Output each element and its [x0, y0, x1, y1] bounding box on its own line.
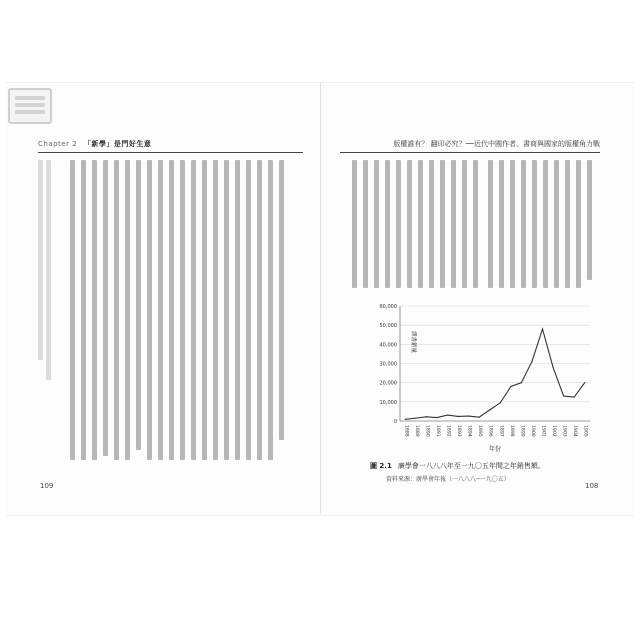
text-column	[268, 160, 273, 460]
text-column	[70, 160, 75, 460]
data-point	[489, 409, 490, 410]
y-tick-label: 50,000	[379, 323, 397, 330]
text-column	[576, 160, 581, 288]
stamp-icon	[8, 88, 52, 124]
x-tick-label: 1904	[572, 425, 578, 437]
chapter-header	[38, 139, 151, 149]
text-column	[114, 160, 119, 460]
chapter-label: Chapter 2	[38, 140, 78, 148]
text-column	[246, 160, 251, 460]
text-column	[38, 160, 43, 360]
page-number-left: 109	[40, 482, 54, 490]
y-axis-label: 譯書銷量	[410, 330, 416, 354]
page-number-right: 108	[585, 482, 599, 490]
x-axis-label: 年份	[488, 446, 502, 453]
text-column	[543, 160, 548, 288]
data-point	[468, 415, 469, 416]
text-column	[136, 160, 141, 450]
text-column	[169, 160, 174, 460]
y-tick-label: 10,000	[379, 399, 397, 406]
x-tick-label: 1899	[519, 425, 525, 437]
data-point	[521, 382, 522, 383]
y-tick-label: 20,000	[379, 380, 397, 387]
data-point	[500, 402, 501, 403]
text-column	[462, 160, 467, 288]
text-column	[235, 160, 240, 460]
page-fold	[320, 82, 321, 514]
data-point	[563, 395, 564, 396]
x-tick-label: 1890	[424, 425, 430, 437]
text-column	[224, 160, 229, 460]
figure-number: 圖 2.1	[370, 462, 392, 470]
text-column	[521, 160, 526, 288]
data-point	[447, 414, 448, 415]
sales-chart	[360, 300, 600, 464]
text-column	[81, 160, 86, 460]
text-column	[147, 160, 152, 460]
data-point	[584, 382, 585, 383]
text-column	[103, 160, 108, 456]
text-column	[180, 160, 185, 460]
x-tick-label: 1902	[551, 425, 557, 437]
text-column	[46, 160, 51, 380]
text-column	[554, 160, 559, 288]
text-column	[374, 160, 379, 288]
data-point	[552, 367, 553, 368]
text-column	[385, 160, 390, 288]
chapter-title: 「新學」是門好生意	[83, 140, 152, 148]
text-column	[191, 160, 196, 460]
x-tick-label: 1889	[413, 425, 419, 437]
text-column	[451, 160, 456, 288]
text-column	[587, 160, 592, 280]
x-tick-label: 1895	[477, 425, 483, 437]
x-tick-label: 1888	[403, 425, 409, 437]
figure-caption	[370, 461, 545, 471]
text-column	[532, 160, 537, 288]
text-column	[510, 160, 515, 288]
text-column	[158, 160, 163, 460]
header-rule-right	[340, 152, 600, 153]
data-point	[542, 328, 543, 329]
text-column	[473, 160, 478, 288]
text-column	[396, 160, 401, 288]
sales-chart-svg	[360, 300, 600, 460]
figure-source: 資料來源：廣學會年報（一八八八─一九〇五）	[386, 476, 510, 483]
text-column	[202, 160, 207, 460]
series-line	[405, 329, 584, 419]
y-tick-label: 30,000	[379, 361, 397, 368]
y-tick-label: 0	[393, 419, 397, 425]
text-column	[363, 160, 368, 288]
x-tick-label: 1894	[466, 425, 472, 437]
x-tick-label: 1892	[445, 425, 451, 437]
figure-caption-text: 廣學會一八八八年至一九〇五年間之年銷售額。	[397, 462, 545, 470]
x-tick-label: 1901	[540, 425, 546, 437]
y-tick-label: 60,000	[379, 304, 397, 310]
text-column	[279, 160, 284, 440]
x-tick-label: 1900	[529, 425, 535, 437]
text-column	[565, 160, 570, 288]
book-title-header: 版權誰有？ 翻印必究？──近代中國作者、書商與國家的版權角力戰	[393, 140, 600, 148]
data-point	[510, 386, 511, 387]
data-point	[415, 418, 416, 419]
data-point	[457, 416, 458, 417]
text-column	[407, 160, 412, 288]
y-tick-label: 40,000	[379, 342, 397, 349]
data-point	[405, 419, 406, 420]
data-point	[531, 361, 532, 362]
x-tick-label: 1898	[508, 425, 514, 437]
data-point	[436, 417, 437, 418]
text-column	[429, 160, 434, 288]
data-point	[479, 417, 480, 418]
data-point	[574, 396, 575, 397]
x-tick-label: 1897	[498, 425, 504, 437]
text-column	[418, 160, 423, 288]
text-column	[213, 160, 218, 460]
x-tick-label: 1896	[487, 425, 493, 437]
data-point	[426, 416, 427, 417]
text-column	[499, 160, 504, 288]
text-column	[440, 160, 445, 288]
text-column	[92, 160, 97, 460]
x-tick-label: 1905	[582, 425, 588, 437]
text-column	[352, 160, 357, 288]
x-tick-label: 1903	[561, 425, 567, 437]
header-rule-left	[38, 152, 303, 153]
x-tick-label: 1893	[456, 425, 462, 437]
text-column	[488, 160, 493, 288]
text-column	[257, 160, 262, 460]
x-tick-label: 1891	[434, 425, 440, 437]
text-column	[125, 160, 130, 460]
